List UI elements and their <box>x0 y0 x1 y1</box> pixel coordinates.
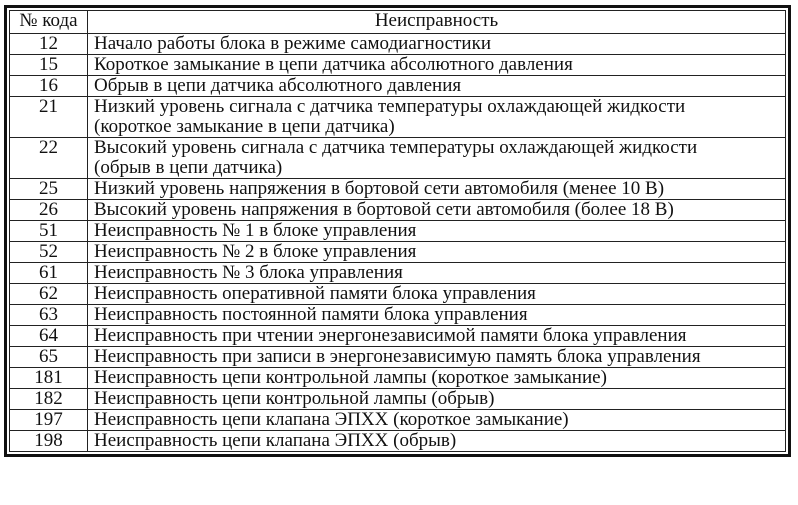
fault-description-cell: Неисправность № 1 в блоке управления <box>88 221 786 242</box>
fault-code-cell: 181 <box>10 368 88 389</box>
table-row <box>10 431 786 452</box>
table-header-row <box>10 11 786 34</box>
fault-description-cell: Высокий уровень напряжения в бортовой сети автомобиля (более 18 В) <box>88 200 786 221</box>
fault-code-cell: 22 <box>10 138 88 179</box>
fault-description-cell: Неисправность цепи контрольной лампы (обрыв) <box>88 389 786 410</box>
table-row <box>10 410 786 431</box>
fault-description-cell: Низкий уровень напряжения в бортовой сети автомобиля (менее 10 В) <box>88 179 786 200</box>
fault-code-cell: 61 <box>10 263 88 284</box>
fault-description-cell: Неисправность № 2 в блоке управления <box>88 242 786 263</box>
table-row <box>10 34 786 55</box>
fault-code-cell: 182 <box>10 389 88 410</box>
table-row <box>10 305 786 326</box>
fault-code-cell: 64 <box>10 326 88 347</box>
fault-description-cell: Начало работы блока в режиме самодиагностики <box>88 34 786 55</box>
fault-code-cell: 52 <box>10 242 88 263</box>
fault-code-table-frame <box>4 5 791 457</box>
code-column-header: № кода <box>10 11 88 34</box>
fault-description-cell: Неисправность № 3 блока управления <box>88 263 786 284</box>
fault-code-cell: 51 <box>10 221 88 242</box>
table-row <box>10 326 786 347</box>
table-row <box>10 242 786 263</box>
fault-description-cell: Неисправность цепи клапана ЭПХХ (короткое замыкание) <box>88 410 786 431</box>
fault-column-header: Неисправность <box>88 11 786 34</box>
fault-code-table <box>9 10 786 452</box>
fault-description-cell: Обрыв в цепи датчика абсолютного давления <box>88 76 786 97</box>
table-row <box>10 368 786 389</box>
fault-description-cell: Неисправность при чтении энергонезависимой памяти блока управления <box>88 326 786 347</box>
fault-code-cell: 12 <box>10 34 88 55</box>
fault-code-cell: 15 <box>10 55 88 76</box>
table-row <box>10 263 786 284</box>
table-row <box>10 284 786 305</box>
fault-code-cell: 16 <box>10 76 88 97</box>
fault-description-cell: Неисправность цепи клапана ЭПХХ (обрыв) <box>88 431 786 452</box>
table-row <box>10 55 786 76</box>
fault-description-cell: Неисправность постоянной памяти блока управления <box>88 305 786 326</box>
fault-code-cell: 25 <box>10 179 88 200</box>
fault-code-cell: 26 <box>10 200 88 221</box>
fault-description-cell: Неисправность цепи контрольной лампы (короткое замыкание) <box>88 368 786 389</box>
fault-description-cell: Высокий уровень сигнала с датчика температуры охлаждающей жидкости (обрыв в цепи датчика) <box>88 138 786 179</box>
fault-description-cell: Неисправность оперативной памяти блока управления <box>88 284 786 305</box>
fault-code-cell: 62 <box>10 284 88 305</box>
fault-code-cell: 65 <box>10 347 88 368</box>
table-row <box>10 76 786 97</box>
table-row <box>10 97 786 138</box>
table-row <box>10 389 786 410</box>
fault-description-cell: Короткое замыкание в цепи датчика абсолютного давления <box>88 55 786 76</box>
table-row <box>10 200 786 221</box>
table-row <box>10 347 786 368</box>
table-row <box>10 138 786 179</box>
table-row <box>10 221 786 242</box>
fault-code-cell: 198 <box>10 431 88 452</box>
fault-description-cell: Неисправность при записи в энергонезависимую память блока управления <box>88 347 786 368</box>
fault-description-cell: Низкий уровень сигнала с датчика температуры охлаждающей жидкости (короткое замыкание в цепи датчика) <box>88 97 786 138</box>
fault-code-cell: 197 <box>10 410 88 431</box>
fault-code-cell: 21 <box>10 97 88 138</box>
fault-code-cell: 63 <box>10 305 88 326</box>
table-row <box>10 179 786 200</box>
table-body <box>10 34 786 452</box>
